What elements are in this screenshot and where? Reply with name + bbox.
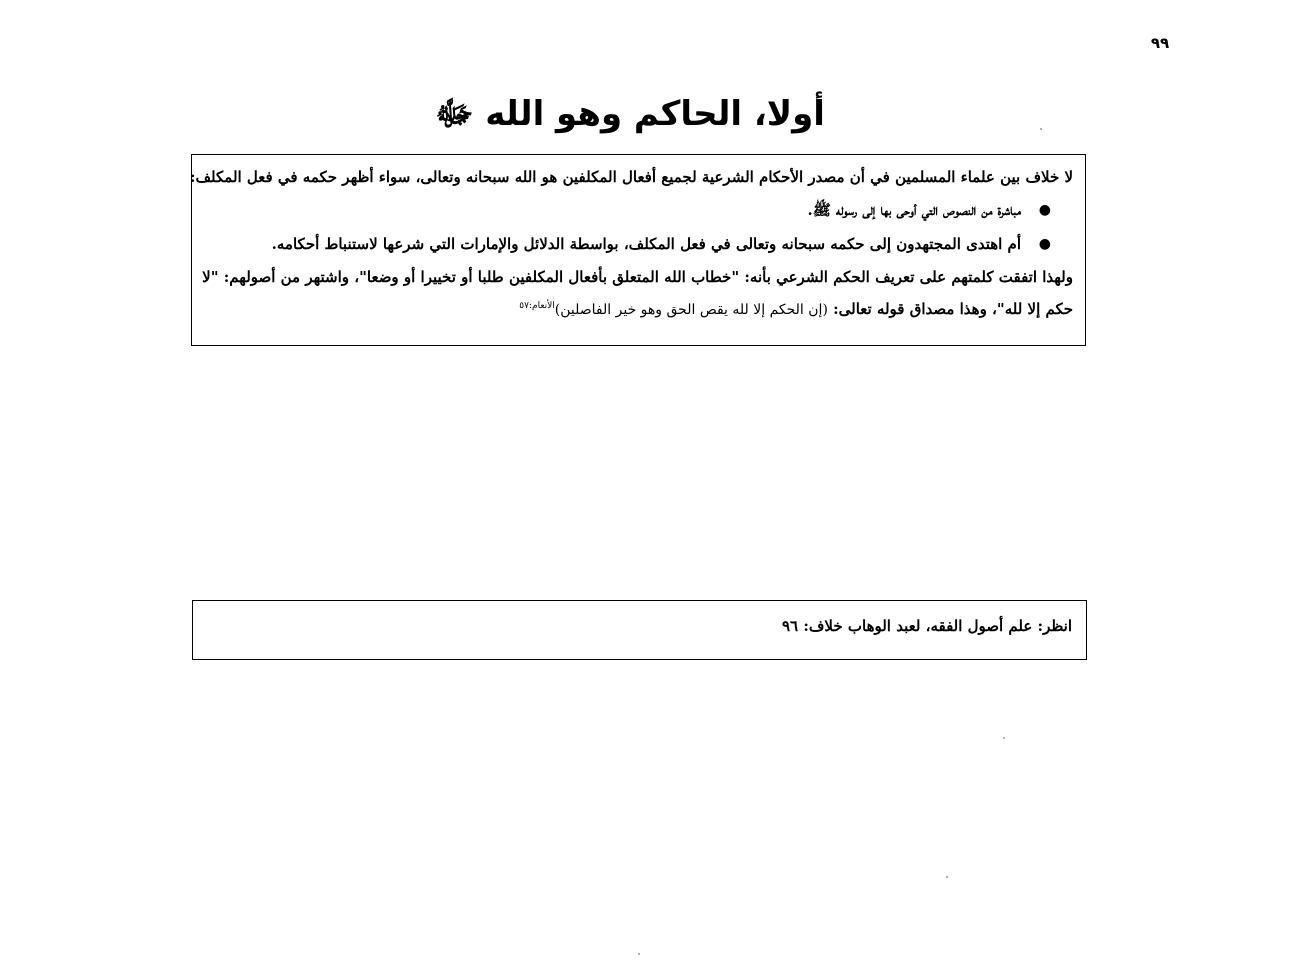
definition-line-2 [204, 293, 1073, 326]
definition-line-1: ولهذا اتفقت كلمتهم على تعريف الحكم الشرعي بأنه: "خطاب الله المتعلق بأفعال المكلفين طلبا أو تخييرا أو وضعا"، واشتهر من أصولهم: "لا [202, 268, 1073, 286]
bullet-dot-icon: ● [1038, 202, 1051, 218]
quran-verse: (إن الحكم إلا لله يقص الحق وهو خير الفاصلين) [554, 302, 828, 318]
main-content-box [191, 154, 1086, 346]
scan-speck [946, 876, 948, 878]
bullet-item [204, 227, 1051, 261]
scan-speck [1040, 128, 1042, 130]
definition-line-2-text: حكم إلا لله"، وهذا مصداق قوله تعالى: [827, 300, 1073, 318]
scan-speck [1003, 737, 1005, 739]
scan-speck [638, 953, 640, 955]
source-bullet-list [204, 193, 1073, 261]
reference-text: انظر: علم أصول الفقه، لعبد الوهاب خلاف: ٩٦ [782, 617, 1072, 635]
bullet-item [204, 193, 1051, 227]
reference-box [192, 600, 1087, 660]
section-title: أولا، الحاكم وهو الله ﷻ [435, 94, 825, 134]
bullet-dot-icon: ● [1038, 236, 1051, 252]
verse-reference: الأنعام:٥٧ [519, 301, 555, 311]
page-number: ٩٩ [1150, 34, 1170, 52]
bullet-text: أم اهتدى المجتهدون إلى حكمه سبحانه وتعالى في فعل المكلف، بواسطة الدلائل والإمارات التي شرعها لاستنباط أحكامه. [271, 235, 1021, 253]
intro-paragraph: لا خلاف بين علماء المسلمين في أن مصدر الأحكام الشرعية لجميع أفعال المكلفين هو الله سبحانه وتعالى، سواء أظهر حكمه في فعل المكلف: [189, 168, 1073, 186]
bullet-text: مباشرة من النصوص التي أوحى بها إلى رسوله ﷺ. [807, 201, 1021, 219]
